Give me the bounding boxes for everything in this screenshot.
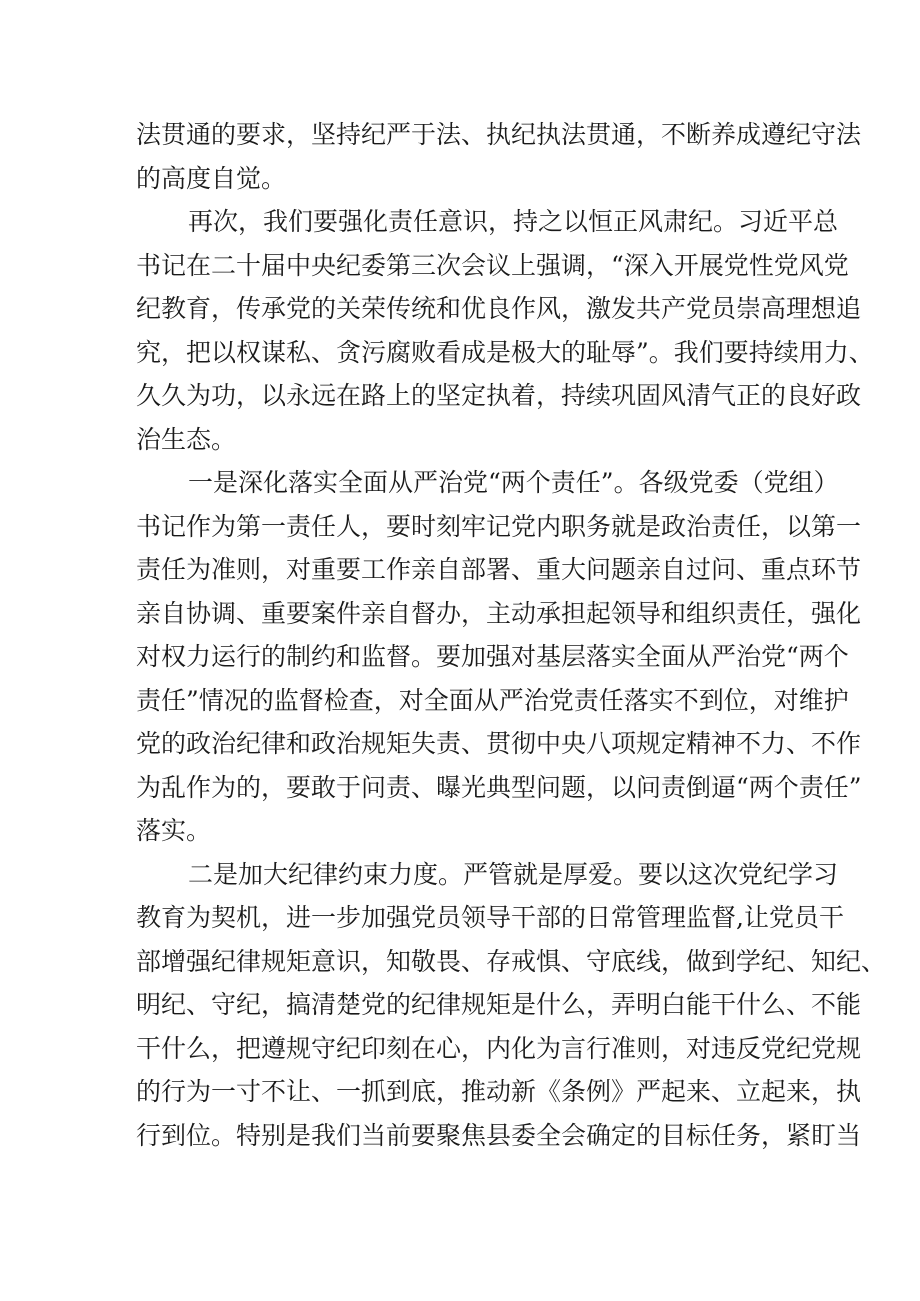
text-line: 的高度自觉。 xyxy=(136,163,287,193)
paragraph-responsibility-awareness xyxy=(136,200,874,461)
text-line: 党的政治纪律和政治规矩失责、贯彻中央八项规定精神不力、不作 xyxy=(136,729,862,758)
text-line: 落实。 xyxy=(136,816,212,845)
text-line: 亲自协调、重要案件亲自督办，主动承担起领导和组织责任，强化 xyxy=(136,598,862,628)
text-line: 明纪、守纪，搞清楚党的纪律规矩是什么，弄明白能干什么、不能 xyxy=(136,990,862,1019)
text-line: 纪教育，传承党的关荣传统和优良作风，激发共产党员崇高理想追 xyxy=(136,294,862,323)
text-line: 再次，我们要强化责任意识，持之以恒正风肃纪。习近平总 xyxy=(188,207,839,236)
text-line: 责任为准则，对重要工作亲自部署、重大问题亲自过问、重点环节 xyxy=(136,555,862,584)
text-line: 对权力运行的制约和监督。要加强对基层落实全面从严治党“两个 xyxy=(136,642,849,671)
text-line: 究，把以权谋私、贪污腐败看成是极大的耻辱”。我们要持续用力、 xyxy=(136,337,874,367)
document-body xyxy=(136,113,887,1157)
text-line: 责任”情况的监督检查，对全面从严治党责任落实不到位，对维护 xyxy=(136,685,849,715)
text-line: 二是加大纪律约束力度。严管就是厚爱。要以这次党纪学习 xyxy=(188,859,839,889)
paragraph-continuation xyxy=(136,113,862,200)
text-line: 法贯通的要求，坚持纪严于法、执纪执法贯通，不断养成遵纪守法 xyxy=(136,120,862,149)
text-line: 教育为契机，进一步加强党员领导干部的日常管理监督,让党员干 xyxy=(136,903,844,932)
paragraph-discipline-constraint xyxy=(136,853,887,1158)
text-line: 干什么，把遵规守纪印刻在心，内化为言行准则，对违反党纪党规 xyxy=(136,1033,862,1063)
paragraph-two-responsibilities xyxy=(136,461,862,853)
text-line: 久久为功，以永远在路上的坚定执着，持续巩固风清气正的良好政 xyxy=(136,381,862,410)
text-line: 的行为一寸不让、一抓到底，推动新《条例》严起来、立起来，执 xyxy=(136,1077,862,1106)
text-line: 为乱作为的，要敢于问责、曝光典型问题，以问责倒逼“两个责任” xyxy=(136,772,862,802)
text-line: 行到位。特别是我们当前要聚焦县委全会确定的目标任务，紧盯当 xyxy=(136,1120,862,1150)
text-line: 治生态。 xyxy=(136,424,237,454)
text-line: 部增强纪律规矩意识，知敬畏、存戒惧、守底线，做到学纪、知纪、 xyxy=(136,946,887,976)
text-line: 书记作为第一责任人，要时刻牢记党内职务就是政治责任，以第一 xyxy=(136,511,862,541)
text-line: 一是深化落实全面从严治党“两个责任”。各级党委（党组） xyxy=(188,468,839,497)
text-line: 书记在二十届中央纪委第三次会议上强调，“深入开展党性党风党 xyxy=(136,250,849,280)
